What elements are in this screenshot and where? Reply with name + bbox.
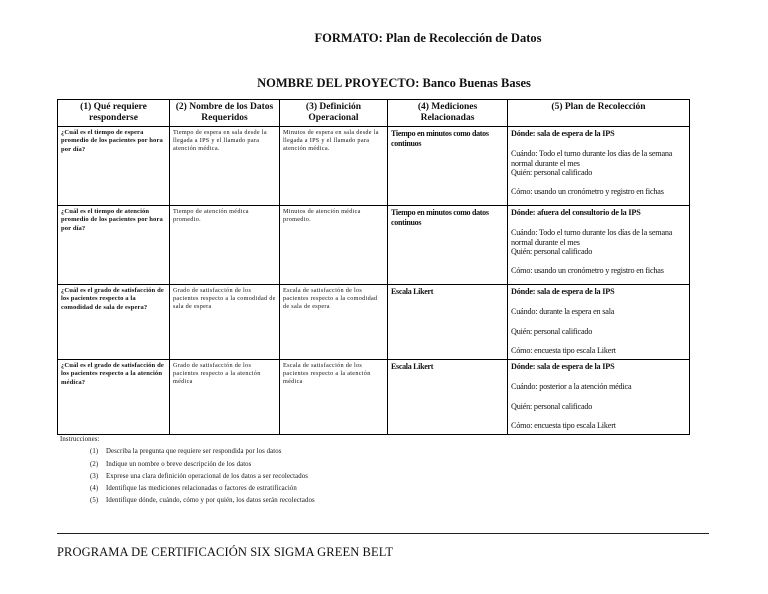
table-row — [58, 206, 690, 285]
item-number: (4) — [90, 485, 99, 493]
header-data-name: (2) Nombre de los Datos Requeridos — [170, 100, 280, 127]
document-title: FORMATO: Plan de Recolección de Datos — [314, 31, 542, 45]
cell-question: ¿Cuál es el tiempo de espera promedio de los pacientes por hora por día? — [58, 127, 170, 206]
plan-how: Cómo: encuesta tipo escala Likert — [511, 421, 616, 431]
cell-definition: Escala de satisfacción de los pacientes respecto a la atención médica — [280, 360, 388, 435]
table-header-row — [58, 100, 690, 127]
table-row — [58, 360, 690, 435]
cell-question: ¿Cuál es el grado de satisfacción de los pacientes respecto a la comodidad de sala de espera? — [58, 285, 170, 360]
plan-where: Dónde: sala de espera de la IPS — [511, 362, 615, 371]
cell-measurement: Tiempo en minutos como datos continuos — [388, 206, 508, 285]
plan-who: Quién: personal calificado — [511, 168, 593, 178]
table-row — [58, 285, 690, 360]
header-operational-definition: (3) Definición Operacional — [280, 100, 388, 127]
header-measurements: (4) Mediciones Relacionadas — [388, 100, 508, 127]
plan-where: Dónde: sala de espera de la IPS — [511, 287, 615, 296]
header-question: (1) Qué requiere responderse — [58, 100, 170, 127]
cell-question: ¿Cuál es el grado de satisfacción de los pacientes respecto a la atención médica? — [58, 360, 170, 435]
cell-plan — [508, 360, 690, 435]
cell-data-name: Tiempo de atención médica promedio. — [170, 206, 280, 285]
list-item — [90, 446, 315, 458]
instructions-list — [60, 446, 315, 507]
plan-when: Cuándo: durante la espera en sala — [511, 306, 615, 316]
cell-definition: Minutos de atención médica promedio. — [280, 206, 388, 285]
plan-who: Quién: personal calificado — [511, 326, 593, 336]
cell-data-name: Tiempo de espera en sala desde la llegada a IPS y el llamado para atención médica. — [170, 127, 280, 206]
header-collection-plan: (5) Plan de Recolección — [508, 100, 690, 127]
item-number: (5) — [90, 497, 99, 505]
item-text: Indique un nombre o breve descripción de los datos — [106, 460, 252, 468]
cell-measurement: Tiempo en minutos como datos continuos — [388, 127, 508, 206]
plan-who: Quién: personal calificado — [511, 401, 593, 411]
cell-measurement: Escala Likert — [388, 285, 508, 360]
data-collection-table — [57, 99, 690, 435]
item-text: Describa la pregunta que requiere ser respondida por los datos — [106, 448, 282, 456]
list-item — [90, 483, 315, 495]
item-number: (1) — [90, 448, 99, 456]
cell-definition: Minutos de espera en sala desde la llegada a IPS y el llamado para atención médica. — [280, 127, 388, 206]
footer-divider — [57, 533, 709, 534]
cell-plan — [508, 285, 690, 360]
cell-data-name: Grado de satisfacción de los pacientes respecto a la comodidad de sala de espera — [170, 285, 280, 360]
plan-how: Cómo: usando un cronómetro y registro en fichas — [511, 187, 664, 197]
plan-how: Cómo: encuesta tipo escala Likert — [511, 346, 616, 356]
plan-how: Cómo: usando un cronómetro y registro en fichas — [511, 266, 664, 276]
cell-data-name: Grado de satisfacción de los pacientes respecto a la atención médica — [170, 360, 280, 435]
project-name: NOMBRE DEL PROYECTO: Banco Buenas Bases — [257, 76, 531, 90]
instructions — [60, 434, 315, 508]
cell-definition: Escala de satisfacción de los pacientes respecto a la comodidad de sala de espera — [280, 285, 388, 360]
list-item — [90, 471, 315, 483]
item-text: Exprese una clara definición operacional de los datos a ser recolectados — [106, 472, 308, 480]
cell-plan — [508, 127, 690, 206]
list-item — [90, 459, 315, 471]
list-item — [90, 495, 315, 507]
item-number: (2) — [90, 460, 99, 468]
table-row — [58, 127, 690, 206]
cell-plan — [508, 206, 690, 285]
cell-measurement: Escala Likert — [388, 360, 508, 435]
plan-when: Cuándo: Todo el turno durante los días de la semana normal durante el mes — [511, 148, 673, 168]
plan-where: Dónde: afuera del consultorio de la IPS — [511, 208, 641, 217]
plan-who: Quién: personal calificado — [511, 247, 593, 257]
item-number: (3) — [90, 472, 99, 480]
item-text: Identifique dónde, cuándo, cómo y por quién, los datos serán recolectados — [106, 497, 315, 505]
plan-when: Cuándo: Todo el turno durante los días de la semana normal durante el mes — [511, 227, 673, 247]
plan-when: Cuándo: posterior a la atención médica — [511, 381, 632, 391]
plan-where: Dónde: sala de espera de la IPS — [511, 129, 615, 138]
item-text: Identifique las mediciones relacionadas o factores de estratificación — [106, 485, 297, 493]
footer-text: PROGRAMA DE CERTIFICACIÓN SIX SIGMA GREEN BELT — [57, 545, 394, 559]
instructions-label: Instrucciones: — [60, 436, 100, 443]
cell-question: ¿Cuál es el tiempo de atención promedio de los pacientes por hora por día? — [58, 206, 170, 285]
